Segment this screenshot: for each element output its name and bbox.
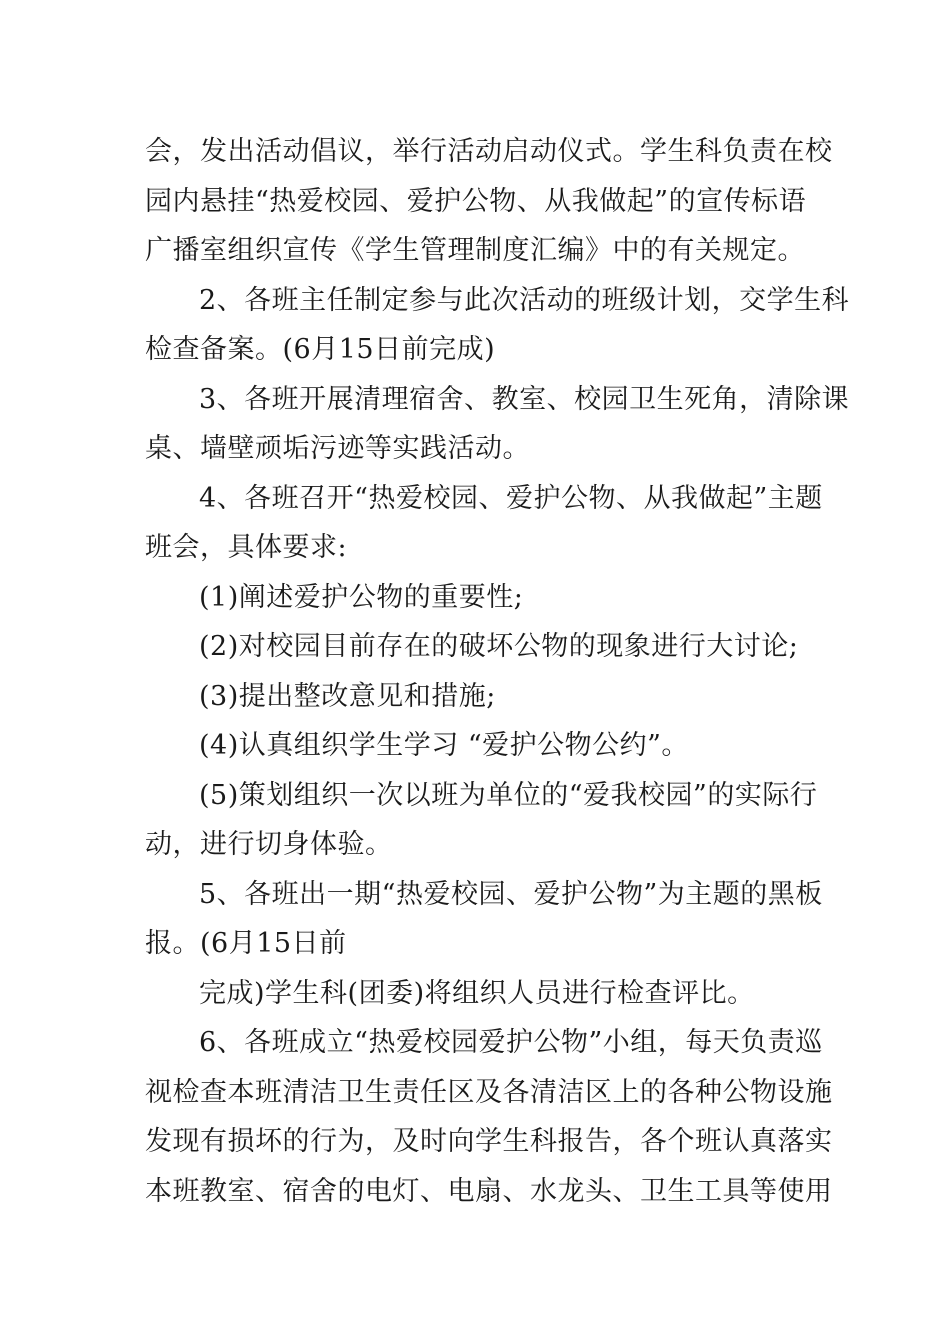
text-line: 6、各班成立“热爱校园爱护公物”小组，每天负责巡 (199, 1027, 823, 1058)
text-line: (1)阐述爱护公物的重要性; (199, 581, 524, 613)
text-line: 3、各班开展清理宿舍、教室、校园卫生死角，清除课 (199, 383, 850, 415)
text-line: 2、各班主任制定参与此次活动的班级计划，交学生科 (199, 284, 850, 316)
text-line: 园内悬挂“热爱校园、爱护公物、从我做起”的宣传标语 (145, 185, 807, 217)
text-line: (3)提出整改意见和措施; (199, 680, 496, 712)
text-line: 检查备案。(6月15日前完成) (145, 334, 496, 365)
text-line: (5)策划组织一次以班为单位的“爱我校园”的实际行 (199, 779, 818, 811)
text-line: 本班教室、宿舍的电灯、电扇、水龙头、卫生工具等使用 (145, 1175, 833, 1207)
text-line: 会，发出活动倡议，举行活动启动仪式。学生科负责在校 (145, 136, 833, 167)
text-line: 5、各班出一期“热爱校园、爱护公物”为主题的黑板 (199, 878, 823, 910)
text-line: 完成)学生科(团委)将组织人员进行检查评比。 (199, 977, 755, 1009)
text-line: 班会，具体要求: (145, 532, 348, 563)
text-line: 视检查本班清洁卫生责任区及各清洁区上的各种公物设施 (145, 1076, 833, 1108)
text-line: (4)认真组织学生学习 “爱护公物公约”。 (199, 730, 689, 761)
document-body (145, 127, 850, 1216)
text-line: 发现有损坏的行为，及时向学生科报告，各个班认真落实 (145, 1126, 833, 1157)
text-line: 桌、墙壁顽垢污迹等实践活动。 (145, 433, 530, 464)
text-line: 动，进行切身体验。 (145, 829, 393, 860)
text-line: 报。(6月15日前 (145, 928, 347, 959)
text-line: (2)对校园目前存在的破坏公物的现象进行大讨论; (199, 631, 799, 662)
text-line: 广播室组织宣传《学生管理制度汇编》中的有关规定。 (145, 235, 805, 266)
text-line: 4、各班召开“热爱校园、爱护公物、从我做起”主题 (199, 482, 823, 514)
